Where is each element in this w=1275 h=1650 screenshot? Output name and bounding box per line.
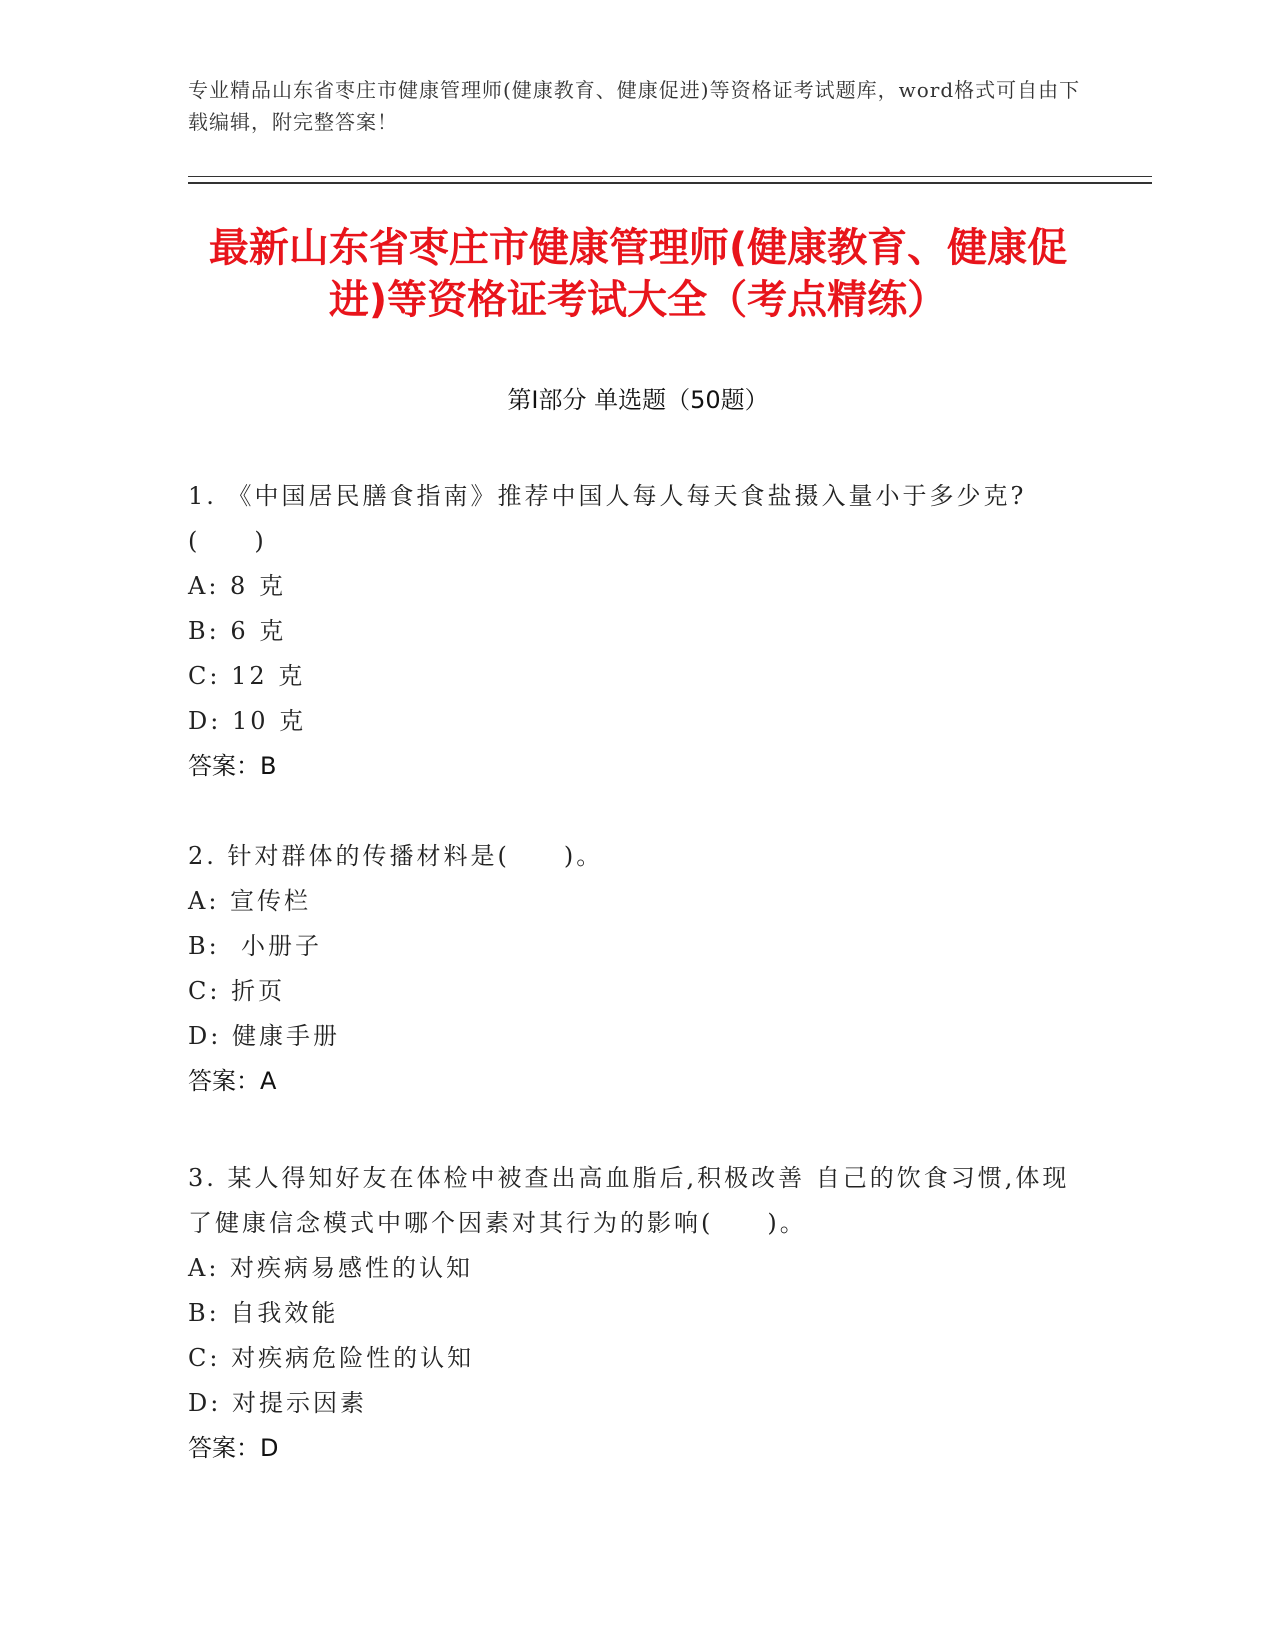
option-b: B: 6 克 [188,617,287,645]
header-note: 专业精品山东省枣庄市健康管理师(健康教育、健康促进)等资格证考试题库，word格式可自由下载编辑，附完整答案！ [188,78,1081,134]
option-c: C: 12 克 [188,662,306,690]
question-3 [188,1156,1088,1471]
option-b: B: 小册子 [188,932,322,960]
option-d: D: 10 克 [188,707,307,735]
question-stem: 3. 某人得知好友在体检中被查出高血脂后,积极改善 自己的饮食习惯,体现了健康信念模式中哪个因素对其行为的影响( )。 [188,1164,1070,1237]
option-a: A: 宣传栏 [188,887,312,915]
option-d: D: 对提示因素 [188,1389,367,1417]
option-a: A: 8 克 [188,572,286,600]
option-a: A: 对疾病易感性的认知 [188,1254,474,1282]
document-title: 最新山东省枣庄市健康管理师(健康教育、健康促进)等资格证考试大全（考点精练） [208,225,1068,323]
question-stem: 1. 《中国居民膳食指南》推荐中国人每人每天食盐摄入量小于多少克?( ) [188,482,1027,555]
option-d: D: 健康手册 [188,1022,340,1050]
option-c: C: 对疾病危险性的认知 [188,1344,475,1372]
header-rule-thick [188,182,1152,184]
question-2 [188,834,1088,1104]
answer: 答案：B [188,752,277,780]
answer: 答案：A [188,1067,277,1095]
option-b: B: 自我效能 [188,1299,339,1327]
answer: 答案：D [188,1434,279,1462]
header-rule-thin [188,176,1152,177]
section-heading: 第Ⅰ部分 单选题（50题） [507,386,769,414]
question-stem: 2. 针对群体的传播材料是( )。 [188,842,604,870]
question-1 [188,474,1088,789]
option-c: C: 折页 [188,977,286,1005]
